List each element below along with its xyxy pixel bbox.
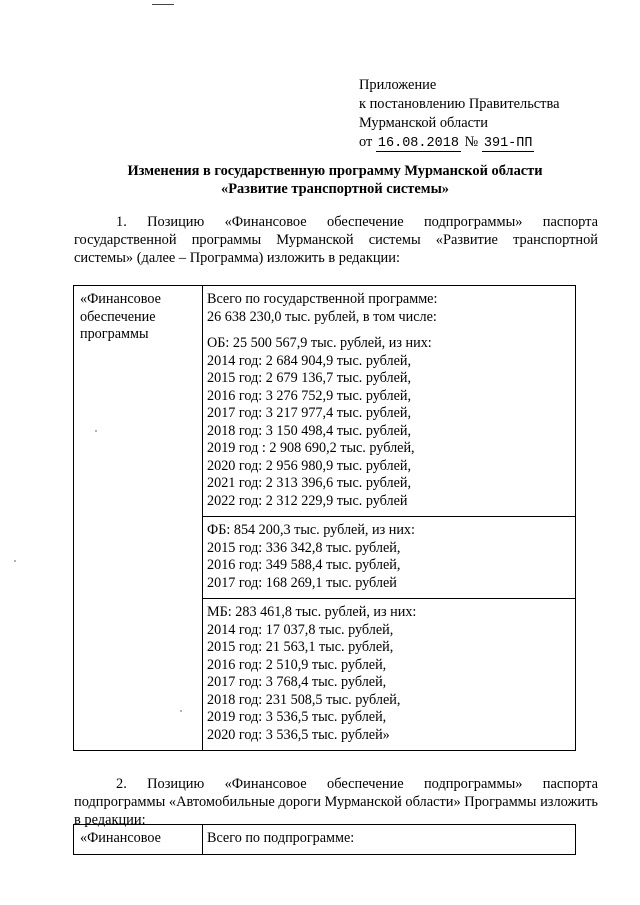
title-line: «Развитие транспортной системы» xyxy=(221,181,449,197)
table-line: 2014 год: 17 037,8 тыс. рублей, xyxy=(207,621,394,638)
paragraph-1: 1. Позицию «Финансовое обеспечение подпрограммы» паспорта государственной программы Мурманской системы «Развитие транспортной системы» (далее – Программа) изложить в редакции: xyxy=(74,214,598,266)
table-line: «Финансовое xyxy=(80,291,161,307)
table-line: 2019 год : 2 908 690,2 тыс. рублей, xyxy=(207,440,415,456)
table-line: 2016 год: 3 276 752,9 тыс. рублей, xyxy=(207,387,412,404)
table-line: 26 638 230,0 тыс. рублей, в том числе: xyxy=(207,308,437,325)
number-prefix: № xyxy=(464,134,479,150)
table-line: 2015 год: 21 563,1 тыс. рублей, xyxy=(207,639,394,655)
financing-table-program xyxy=(73,285,576,751)
appendix-line: Приложение xyxy=(359,77,437,93)
table-label xyxy=(80,291,198,344)
table-line: 2016 год: 2 510,9 тыс. рублей, xyxy=(207,656,387,673)
table-value-cell-mb xyxy=(203,599,576,751)
table-line: 2017 год: 168 269,1 тыс. рублей xyxy=(207,574,397,591)
table-label-cell xyxy=(74,286,203,751)
scan-mark xyxy=(152,4,174,5)
table-line: 2020 год: 2 956 980,9 тыс. рублей, xyxy=(207,457,412,474)
table-line: 2014 год: 2 684 904,9 тыс. рублей, xyxy=(207,352,412,369)
table-value-cell-fb xyxy=(203,517,576,599)
table-label-cell: «Финансовое xyxy=(74,825,203,855)
appendix-date-line xyxy=(359,133,559,153)
table-value-cell-ob xyxy=(203,286,576,517)
date-prefix: от xyxy=(359,134,373,150)
table-line: 2017 год: 3 217 977,4 тыс. рублей, xyxy=(207,405,412,421)
title-line: Изменения в государственную программу Мурманской области xyxy=(127,163,543,179)
appendix-line: Мурманской области xyxy=(359,115,488,131)
table-value-cell: Всего по подпрограмме: xyxy=(203,825,576,855)
appendix-header xyxy=(359,76,559,153)
table-line: 2016 год: 349 588,4 тыс. рублей, xyxy=(207,557,401,573)
mb-block xyxy=(207,604,571,744)
table-row xyxy=(74,286,576,517)
financing-table-subprogram xyxy=(73,824,576,855)
document-title xyxy=(70,162,600,198)
table-line: ОБ: 25 500 567,9 тыс. рублей, из них: xyxy=(207,335,432,351)
table-line: МБ: 283 461,8 тыс. рублей, из них: xyxy=(207,604,417,620)
table-line: программы xyxy=(80,326,149,342)
scan-speck xyxy=(180,710,182,712)
table-line: 2017 год: 3 768,4 тыс. рублей, xyxy=(207,674,387,690)
table-line: 2018 год: 231 508,5 тыс. рублей, xyxy=(207,691,401,708)
table-line: обеспечение xyxy=(80,308,156,325)
table-line: 2019 год: 3 536,5 тыс. рублей, xyxy=(207,709,387,725)
ob-block xyxy=(207,335,571,510)
table-line: ФБ: 854 200,3 тыс. рублей, из них: xyxy=(207,522,415,538)
fb-block xyxy=(207,522,571,592)
scan-speck xyxy=(14,560,16,562)
scan-speck xyxy=(95,430,97,432)
table-line: 2018 год: 3 150 498,4 тыс. рублей, xyxy=(207,422,412,439)
appendix-line: к постановлению Правительства xyxy=(359,96,560,112)
table-line: 2021 год: 2 313 396,6 тыс. рублей, xyxy=(207,475,412,491)
table-line: 2022 год: 2 312 229,9 тыс. рублей xyxy=(207,492,408,509)
decree-date: 16.08.2018 xyxy=(377,136,459,151)
decree-number: 391-ПП xyxy=(483,136,533,151)
table-line: Всего по государственной программе: xyxy=(207,291,438,307)
table-line: 2015 год: 2 679 136,7 тыс. рублей, xyxy=(207,370,412,386)
table-line: 2015 год: 336 342,8 тыс. рублей, xyxy=(207,539,401,556)
table-row xyxy=(74,825,576,855)
total-block xyxy=(207,291,571,326)
paragraph-2: 2. Позицию «Финансовое обеспечение подпрограммы» паспорта подпрограммы «Автомобильные дороги Мурманской области» Программы изложить в редакции: xyxy=(74,776,598,828)
table-line: 2020 год: 3 536,5 тыс. рублей» xyxy=(207,726,390,743)
